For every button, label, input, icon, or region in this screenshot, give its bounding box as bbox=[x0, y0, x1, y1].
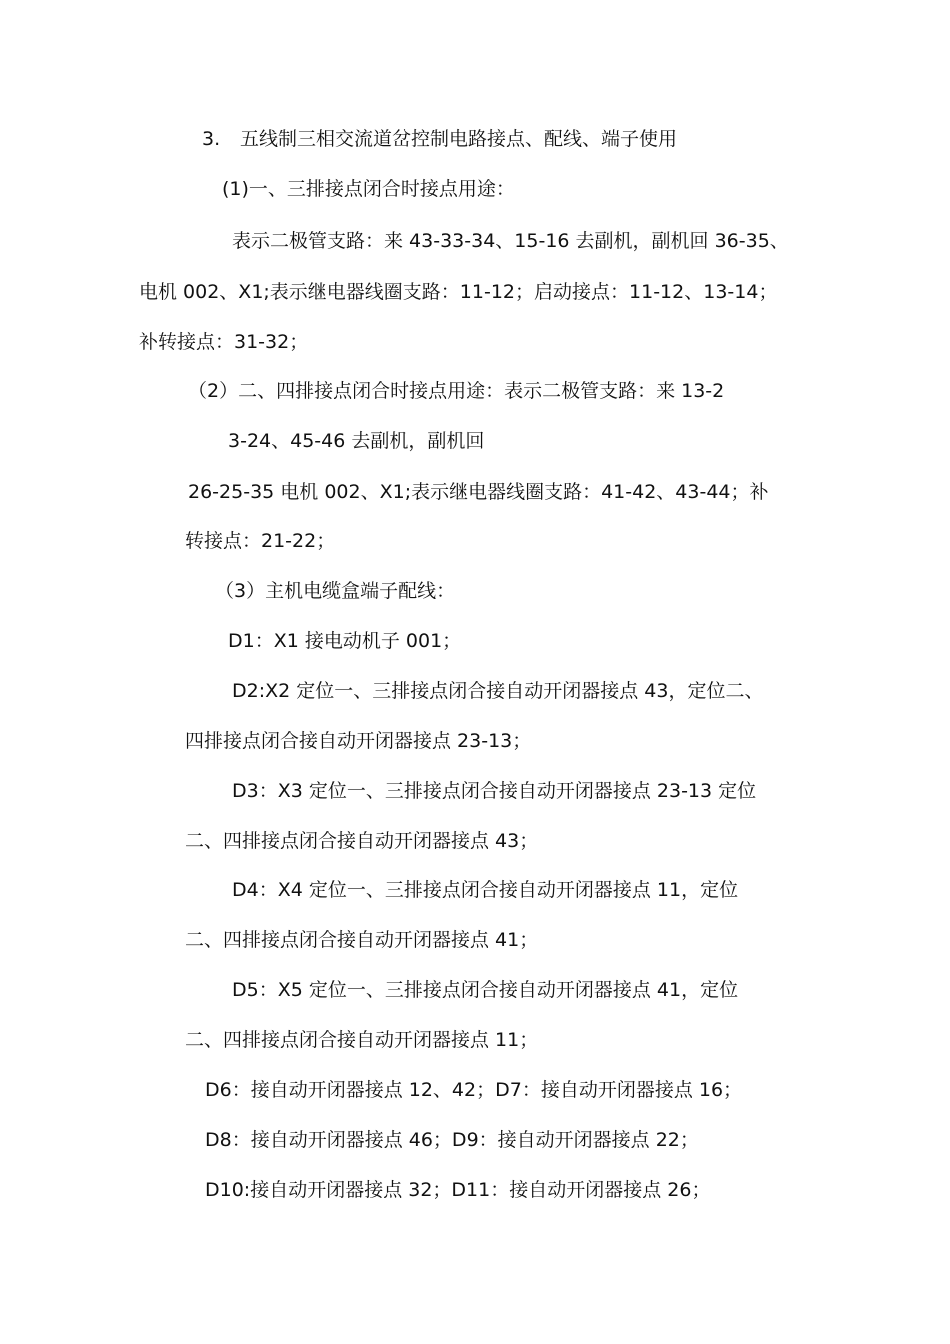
paragraph-line: (1)一、三排接点闭合时接点用途： bbox=[222, 178, 515, 200]
paragraph-line: 表示二极管支路：来 43-33-34、15-16 去副机，副机回 36-35、 bbox=[232, 230, 789, 252]
paragraph-line: D4：X4 定位一、三排接点闭合接自动开闭器接点 11，定位 bbox=[232, 879, 739, 901]
paragraph-line: 二、四排接点闭合接自动开闭器接点 11； bbox=[185, 1029, 539, 1051]
section-number: 3. bbox=[202, 128, 221, 150]
paragraph-line: D3：X3 定位一、三排接点闭合接自动开闭器接点 23-13 定位 bbox=[232, 780, 757, 802]
paragraph-line: D2:X2 定位一、三排接点闭合接自动开闭器接点 43，定位二、 bbox=[232, 680, 764, 702]
paragraph-line: D10:接自动开闭器接点 32；D11：接自动开闭器接点 26； bbox=[205, 1179, 711, 1201]
paragraph-line: （2）二、四排接点闭合时接点用途：表示二极管支路：来 13-2 bbox=[188, 380, 725, 402]
paragraph-line: 四排接点闭合接自动开闭器接点 23-13； bbox=[185, 730, 532, 752]
paragraph-line: 二、四排接点闭合接自动开闭器接点 43； bbox=[185, 830, 539, 852]
paragraph-line: 补转接点：31-32； bbox=[139, 331, 309, 353]
paragraph-line: D8：接自动开闭器接点 46；D9：接自动开闭器接点 22； bbox=[205, 1129, 699, 1151]
paragraph-line: 26-25-35 电机 002、X1;表示继电器线圈支路：41-42、43-44；补 bbox=[188, 481, 769, 503]
paragraph-line: 二、四排接点闭合接自动开闭器接点 41； bbox=[185, 929, 539, 951]
paragraph-line: （3）主机电缆盒端子配线： bbox=[215, 580, 456, 602]
paragraph-line: 电机 002、X1;表示继电器线圈支路：11-12；启动接点：11-12、13-14； bbox=[139, 281, 778, 303]
paragraph-line: 3-24、45-46 去副机，副机回 bbox=[228, 430, 485, 452]
paragraph-line: D6：接自动开闭器接点 12、42；D7：接自动开闭器接点 16； bbox=[205, 1079, 743, 1101]
paragraph-line: 转接点：21-22； bbox=[185, 530, 336, 552]
paragraph-line: D5：X5 定位一、三排接点闭合接自动开闭器接点 41，定位 bbox=[232, 979, 739, 1001]
paragraph-line: D1：X1 接电动机子 001； bbox=[228, 630, 462, 652]
section-heading: 五线制三相交流道岔控制电路接点、配线、端子使用 bbox=[240, 128, 678, 150]
